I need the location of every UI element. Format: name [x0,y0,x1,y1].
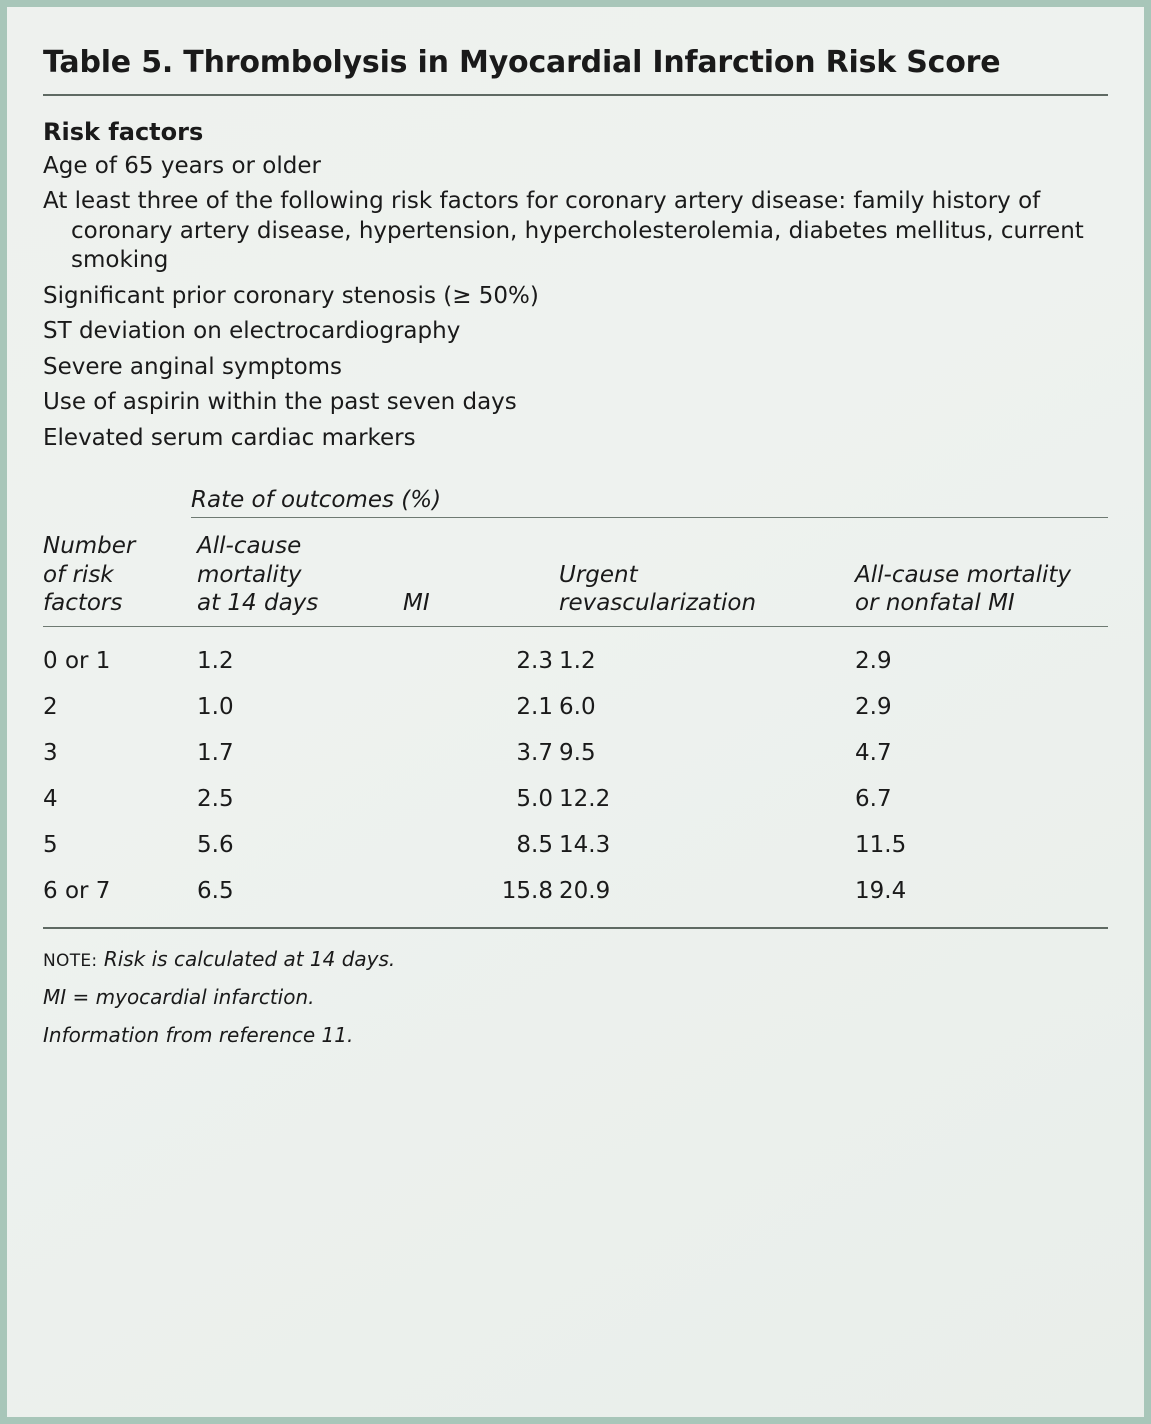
risk-factor-item: Significant prior coronary stenosis (≥ 50%) [43,282,539,309]
outcomes-table-body [43,627,1108,928]
header-line: Urgent [559,561,638,588]
footnote-note [43,947,1108,971]
risk-factor-item: Age of 65 years or older [43,153,321,179]
footnote-label: NOTE: [43,950,98,971]
header-line: mortality [197,561,302,588]
cell-mortality-or-nonfatal-mi: 11.5 [855,831,907,858]
table-row [43,627,1108,685]
cell-mortality-or-nonfatal-mi: 6.7 [855,785,892,812]
header-line: Number [43,532,136,559]
cell-risk-factor-count: 0 or 1 [43,648,111,675]
risk-factor-item: Use of aspirin within the past seven days [43,389,517,416]
cell-mi: 15.8 [403,869,559,928]
cell-mi: 3.7 [516,739,553,766]
outcomes-spanner-label: Rate of outcomes (%) [191,486,442,513]
cell-mi: 2.3 [516,648,553,675]
table-header-row [43,518,1108,627]
footnote-source: Information from reference 11. [43,1022,354,1047]
cell-urgent-revascularization: 9.5 [559,739,596,766]
header-line: All-cause mortality [855,561,1072,588]
cell-mortality-14-days: 1.7 [197,739,234,766]
column-header-risk-factor-count [43,518,197,627]
cell-mi: 2.1 [516,694,553,721]
cell-urgent-revascularization: 14.3 [559,831,611,858]
risk-factor-item: Elevated serum cardiac markers [43,424,416,451]
table-row [43,731,1108,777]
cell-risk-factor-count: 2 [43,694,58,721]
outcomes-table-section [43,487,1108,929]
cell-mortality-or-nonfatal-mi: 2.9 [855,648,892,675]
cell-mi: 5.0 [516,785,553,812]
table-content-area [7,7,1144,1417]
cell-mortality-or-nonfatal-mi: 4.7 [855,739,892,766]
column-header-all-cause-mortality-14-days [197,518,403,627]
cell-mi: 8.5 [516,831,553,858]
header-line: at 14 days [197,590,319,617]
header-line: factors [43,590,123,617]
table-row [43,777,1108,823]
cell-mortality-14-days: 6.5 [197,869,403,928]
page-title: Table 5. Thrombolysis in Myocardial Infarction Risk Score [43,45,1001,80]
table-row [43,685,1108,731]
header-line: or nonfatal MI [855,590,1015,617]
table-row [43,823,1108,869]
footnote-abbreviation: MI = myocardial infarction. [43,984,315,1009]
title-divider [43,94,1108,96]
risk-factor-item: Severe anginal symptoms [43,353,343,380]
cell-urgent-revascularization: 12.2 [559,785,611,812]
cell-mortality-or-nonfatal-mi: 19.4 [855,869,1108,928]
risk-factor-item: At least three of the following risk factors for coronary artery disease: family history of coronary artery disease, hypertension, hypercholesterolemia, diabetes mellitus, current smoking [43,188,1084,274]
column-header-mortality-or-nonfatal-mi [855,518,1108,627]
risk-factors-heading: Risk factors [43,118,204,146]
cell-risk-factor-count: 4 [43,785,58,812]
header-line: revascularization [559,590,757,617]
column-header-mi: MI [403,518,559,627]
cell-urgent-revascularization: 6.0 [559,694,596,721]
outcomes-table [43,518,1108,929]
cell-mortality-14-days: 1.0 [197,694,234,721]
header-line: of risk [43,561,114,588]
header-line: All-cause [197,532,302,559]
outcomes-table-head [43,518,1108,627]
cell-urgent-revascularization: 20.9 [559,869,855,928]
cell-risk-factor-count: 6 or 7 [43,869,197,928]
table-row [43,869,1108,928]
cell-mortality-14-days: 2.5 [197,785,234,812]
cell-mortality-14-days: 5.6 [197,831,234,858]
risk-factor-item: ST deviation on electrocardiography [43,318,461,345]
cell-mortality-14-days: 1.2 [197,648,234,675]
cell-urgent-revascularization: 1.2 [559,648,596,675]
cell-risk-factor-count: 5 [43,831,58,858]
footnote-text: Risk is calculated at 14 days. [103,946,396,971]
cell-mortality-or-nonfatal-mi: 2.9 [855,694,892,721]
table-footnotes [43,947,1108,1047]
column-header-urgent-revascularization [559,518,855,627]
cell-risk-factor-count: 3 [43,739,58,766]
